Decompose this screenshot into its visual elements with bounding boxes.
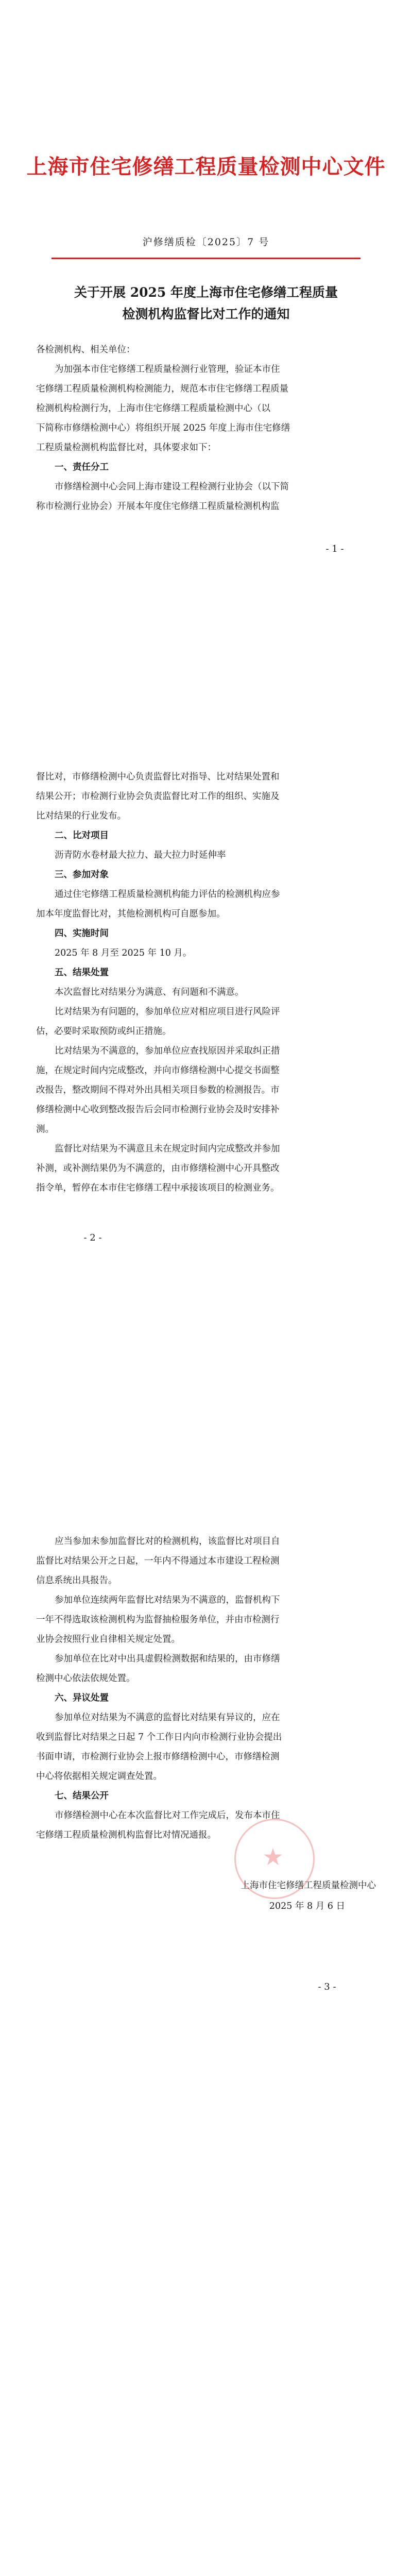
section-5-line: 信息系统出具报告。 <box>36 1575 117 1586</box>
document-number: 沪修缮质检〔2025〕7 号 <box>142 236 270 248</box>
section-5-line: 补测，或补测结果仍为不满意的，由市修缮检测中心开具整改 <box>36 1163 280 1174</box>
salutation: 各检测机构、相关单位： <box>36 345 135 355</box>
section-1-line: 结果公开；市检测行业协会负责监督比对工作的组织、实施及 <box>36 791 280 802</box>
page-2 <box>0 697 412 1368</box>
intro-line: 下简称市修缮检测中心）将组织开展 2025 年度上海市住宅修缮 <box>36 423 290 433</box>
section-heading-6: 六、异议处置 <box>55 1693 109 1703</box>
page-number-1: - 1 - <box>325 544 344 554</box>
document-redhead: 上海市住宅修缮工程质量检测中心文件 <box>26 155 386 179</box>
official-seal-icon: ★ <box>234 1819 315 1899</box>
section-1-line: 称市检测行业协会）开展本年度住宅修缮工程质量检测机构监 <box>36 501 280 512</box>
section-heading-5: 五、结果处置 <box>55 968 109 978</box>
section-5-line: 应当参加未参加监督比对的检测机构，该监督比对项目自 <box>55 1536 280 1547</box>
section-5-line: 参加单位在比对中出具虚假检测数据和结果的，由市修缮 <box>55 1654 280 1664</box>
section-5-line: 本次监督比对结果分为满意、有问题和不满意。 <box>55 987 244 997</box>
section-1-line: 比对结果的行业发布。 <box>36 811 126 821</box>
section-7-line: 宅修缮工程质量检测机构监督比对情况通报。 <box>36 1830 216 1840</box>
intro-line: 为加强本市住宅修缮工程质量检测行业管理，验证本市住 <box>55 364 280 375</box>
section-6-line: 收到监督比对结果之日起 7 个工作日内向市检测行业协会提出 <box>36 1732 282 1742</box>
section-5-line: 估，必要时采取预防或纠正措施。 <box>36 1026 171 1037</box>
section-3-line: 通过住宅修缮工程质量检测机构能力评估的检测机构应参 <box>55 889 280 900</box>
page-number-3: - 3 - <box>318 1981 336 1992</box>
section-heading-4: 四、实施时间 <box>55 928 109 939</box>
section-5-line: 一年不得选取该检测机构为监督抽检服务单位，并由市检测行 <box>36 1615 280 1625</box>
intro-line: 工程质量检测机构监督比对，具体要求如下： <box>36 443 216 453</box>
section-7-line: 市修缮检测中心在本次监督比对工作完成后，发布本市住 <box>55 1810 280 1821</box>
signature-date: 2025 年 8 月 6 日 <box>269 1901 345 1911</box>
page-1 <box>0 0 412 697</box>
section-2-item: 沥青防水卷材最大拉力、最大拉力时延伸率 <box>55 850 226 860</box>
page-number-2: - 2 - <box>83 1232 102 1243</box>
section-6-line: 书面申请，市检测行业协会上报市修缮检测中心，市修缮检测 <box>36 1752 280 1762</box>
section-5-line: 修缮检测中心收到整改报告后会同市检测行业协会及时安排补 <box>36 1105 280 1115</box>
section-5-line: 参加单位连续两年监督比对结果为不满意的，监督机构下 <box>55 1595 280 1605</box>
section-5-line: 监督比对结果为不满意且未在规定时间内完成整改并参加 <box>55 1144 280 1154</box>
section-5-line: 业协会按照行业自律相关规定处置。 <box>36 1634 180 1645</box>
section-6-line: 中心将依据相关规定调查处置。 <box>36 1771 162 1782</box>
section-5-line: 检测中心依法依规处置。 <box>36 1673 135 1684</box>
section-heading-7: 七、结果公开 <box>55 1791 109 1801</box>
page-3 <box>0 1368 412 1976</box>
document-title-line-1: 关于开展 2025 年度上海市住宅修缮工程质量 <box>74 285 338 300</box>
section-1-line: 市修缮检测中心会同上海市建设工程检测行业协会（以下简 <box>55 482 289 492</box>
section-1-line: 督比对，市修缮检测中心负责监督比对指导、比对结果处置和 <box>36 772 280 782</box>
section-6-line: 参加单位对结果为不满意的监督比对结果有异议的，应在 <box>55 1713 280 1723</box>
section-5-line: 监督比对结果公开之日起，一年内不得通过本市建设工程检测 <box>36 1556 280 1566</box>
red-separator-line <box>52 258 360 259</box>
document-title-line-2: 检测机构监督比对工作的通知 <box>122 307 290 321</box>
page-4 <box>0 1976 412 2576</box>
intro-line: 检测机构检测行为，上海市住宅修缮工程质量检测中心（以 <box>36 403 270 414</box>
section-4-time: 2025 年 8 月至 2025 年 10 月。 <box>55 948 192 958</box>
section-5-line: 施，在规定时间内完成整改，并向市修缮检测中心提交书面整 <box>36 1065 280 1076</box>
section-3-line: 加本年度监督比对，其他检测机构可自愿参加。 <box>36 909 226 919</box>
signature-organization: 上海市住宅修缮工程质量检测中心 <box>241 1880 376 1891</box>
section-heading-2: 二、比对项目 <box>55 831 109 841</box>
section-5-line: 改报告，整改期间不得对外出具相关项目参数的检测报告。市 <box>36 1085 280 1095</box>
section-5-line: 比对结果为不满意的，参加单位应查找原因并采取纠正措 <box>55 1046 280 1056</box>
section-5-line: 测。 <box>36 1124 54 1134</box>
section-5-line: 比对结果为有问题的，参加单位应对相应项目进行风险评 <box>55 1007 280 1017</box>
section-heading-3: 三、参加对象 <box>55 870 109 880</box>
section-heading-1: 一、责任分工 <box>55 462 109 472</box>
section-5-line: 指令单，暂停在本市住宅修缮工程中承接该项目的检测业务。 <box>36 1183 280 1193</box>
intro-line: 宅修缮工程质量检测机构检测能力，规范本市住宅修缮工程质量 <box>36 384 288 394</box>
